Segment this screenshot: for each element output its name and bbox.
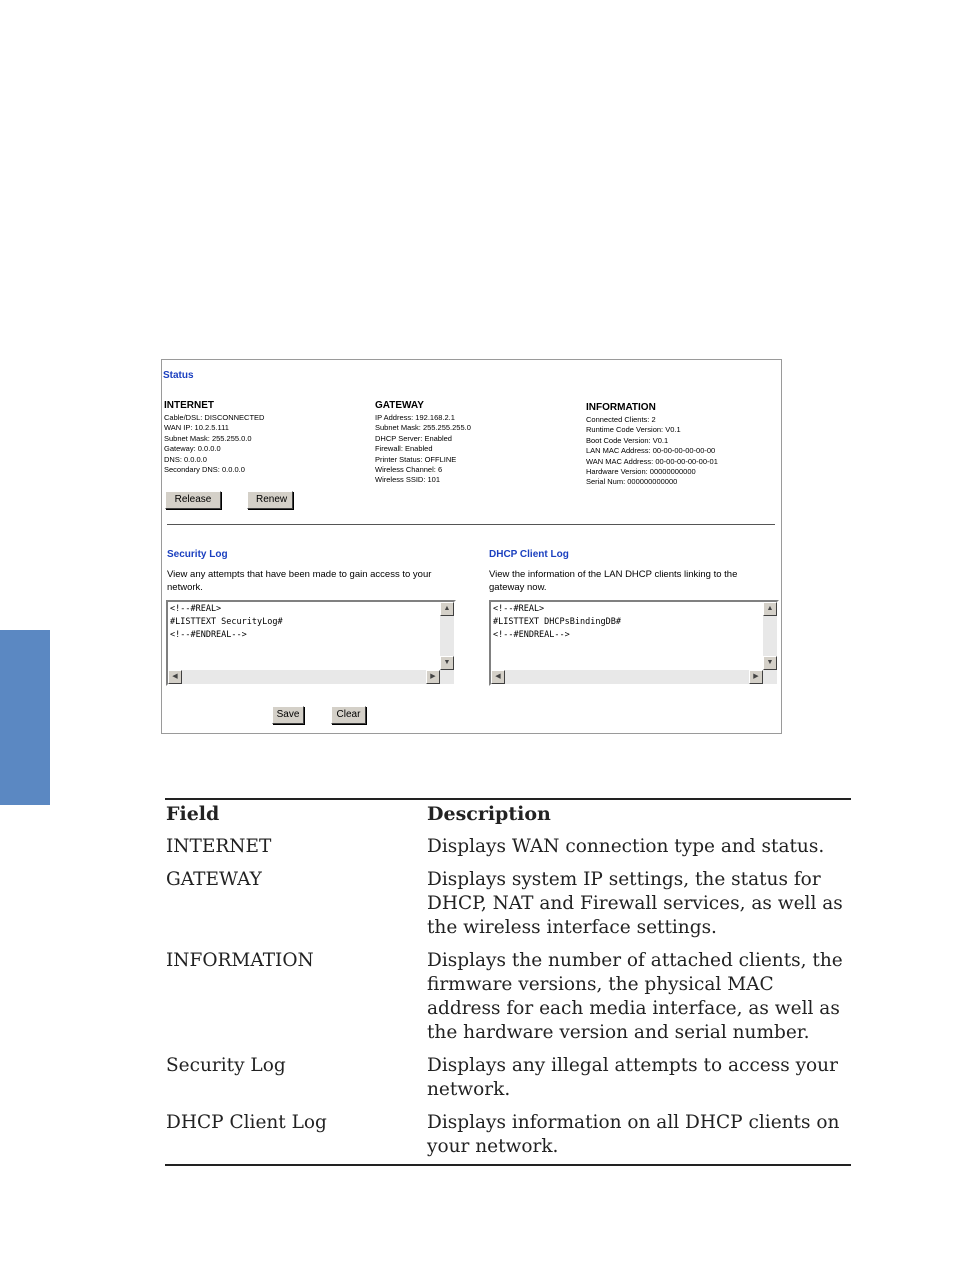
release-button[interactable]: Release [165,491,221,509]
scroll-up-icon[interactable]: ▲ [440,602,454,616]
information-line: Runtime Code Version: V0.1 [586,425,681,435]
description-header: Description [427,803,551,825]
scroll-down-icon[interactable]: ▼ [440,656,454,670]
internet-line: Cable/DSL: DISCONNECTED [164,413,265,422]
scroll-down-icon[interactable]: ▼ [763,656,777,670]
security-log-hscroll[interactable] [168,670,454,684]
table-row-description: Displays system IP settings, the status for DHCP, NAT and Firewall services, as well as the wireless interface settings. [427,869,843,938]
gateway-line: Printer Status: OFFLINE [375,454,457,464]
information-line: WAN MAC Address: 00-00-00-00-00-01 [586,456,718,466]
security-log-textarea[interactable] [166,600,456,686]
scroll-left-icon[interactable]: ◀ [168,670,182,684]
table-row-description: Displays any illegal attempts to access your network. [427,1055,838,1100]
chapter-side-tab [0,630,50,805]
security-log-title: Security Log [167,549,228,560]
clear-button[interactable]: Clear [331,706,366,724]
dhcp-log-description: View the information of the LAN DHCP clients linking to the gateway now. [489,569,738,593]
information-line: Boot Code Version: V0.1 [586,435,669,445]
internet-heading: INTERNET [164,400,214,411]
internet-line: Subnet Mask: 255.255.0.0 [164,433,252,443]
dhcp-log-hscroll[interactable] [491,670,777,684]
information-section [586,402,718,488]
table-row-field: DHCP Client Log [166,1112,327,1133]
table-row-description: Displays the number of attached clients, the firmware versions, the physical MAC address for each media interface, as well as the hardware version and serial number. [427,950,843,1043]
field-header: Field [166,803,220,825]
dhcp-log-textarea[interactable] [489,600,779,686]
gateway-line: Subnet Mask: 255.255.255.0 [375,423,471,433]
scroll-right-icon[interactable]: ▶ [426,670,440,684]
scroll-left-icon[interactable]: ◀ [491,670,505,684]
dhcp-log-vscroll[interactable] [763,602,777,670]
internet-line: Secondary DNS: 0.0.0.0 [164,465,245,475]
information-heading: INFORMATION [586,402,656,413]
table-top-rule [165,798,851,800]
gateway-heading: GATEWAY [375,400,424,411]
table-row-field: INFORMATION [166,950,314,971]
section-divider [167,524,775,525]
information-line: Serial Num: 000000000000 [586,477,678,487]
scroll-right-icon[interactable]: ▶ [749,670,763,684]
security-log-description: View any attempts that have been made to gain access to your network. [167,569,432,593]
information-line: Connected Clients: 2 [586,415,656,424]
table-row-description: Displays information on all DHCP clients on your network. [427,1112,840,1157]
gateway-line: Wireless Channel: 6 [375,465,443,475]
dhcp-log-title: DHCP Client Log [489,549,569,560]
internet-section [164,400,264,475]
gateway-line: IP Address: 192.168.2.1 [375,413,455,422]
information-line: Hardware Version: 00000000000 [586,467,696,477]
status-screenshot [161,359,782,734]
table-bottom-rule [165,1164,851,1166]
internet-line: Gateway: 0.0.0.0 [164,444,221,454]
table-row-field: GATEWAY [166,869,262,890]
table-row-description: Displays WAN connection type and status. [427,836,825,857]
internet-line: DNS: 0.0.0.0 [164,454,207,464]
information-line: LAN MAC Address: 00-00-00-00-00-00 [586,446,716,456]
status-title: Status [163,370,194,381]
dhcp-log-content: <!--#REAL> #LISTTEXT DHCPsBindingDB# <!--#ENDREAL--> [493,604,621,640]
security-log-vscroll[interactable] [440,602,454,670]
gateway-line: DHCP Server: Enabled [375,433,452,443]
gateway-section [375,400,471,486]
table-row-field: INTERNET [166,836,272,857]
gateway-line: Wireless SSID: 101 [375,475,441,485]
save-button[interactable]: Save [272,706,304,724]
table-row-field: Security Log [166,1055,286,1076]
renew-button[interactable]: Renew [247,491,293,509]
scroll-up-icon[interactable]: ▲ [763,602,777,616]
security-log-content: <!--#REAL> #LISTTEXT SecurityLog# <!--#ENDREAL--> [170,604,283,640]
gateway-line: Firewall: Enabled [375,444,433,454]
internet-line: WAN IP: 10.2.5.111 [164,423,229,433]
